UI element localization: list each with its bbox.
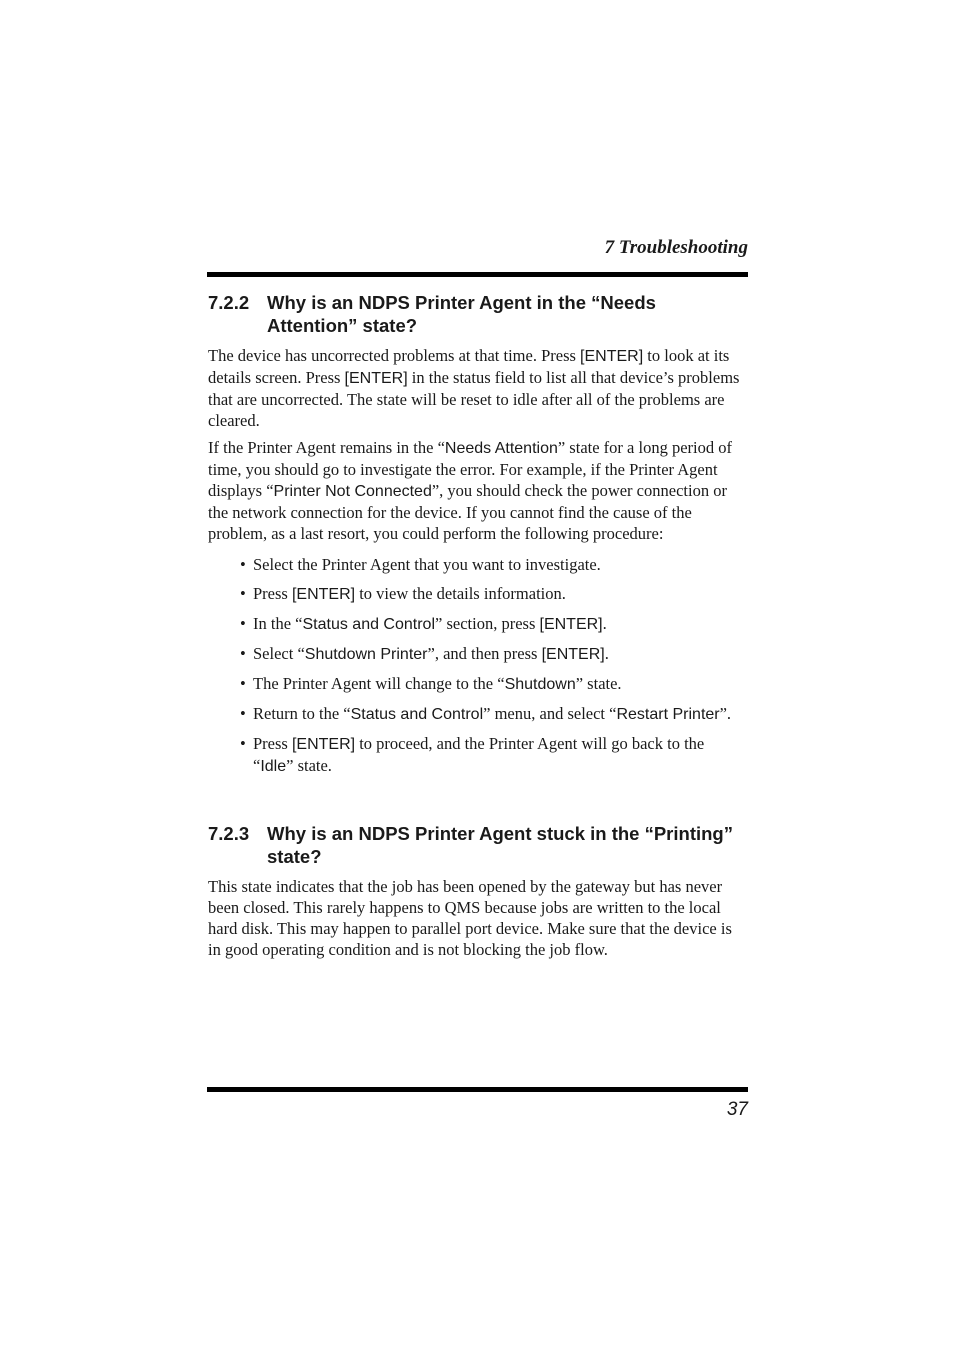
section-7-2-2 [208,291,748,785]
text-run: If the Printer Agent remains in the “ [208,438,445,457]
text-run: . [604,644,609,663]
key-label: [ENTER] [541,646,605,663]
ui-term: Restart Printer [616,706,720,723]
paragraph [208,437,748,544]
section-7-2-3 [208,822,748,966]
ui-term: Needs Attention [444,440,558,457]
header-rule [207,272,748,277]
text-run: in the status field to list all that device’s problems that are uncorrected. The state will be reset to idle after all of the problems are cleared. [208,368,740,430]
text-run: The Printer Agent will change to the “ [253,674,505,693]
text-run: to view the details information. [355,584,566,603]
ui-term: Shutdown [504,676,576,693]
page-number: 37 [726,1099,748,1120]
text-run: ” state. [286,756,332,775]
chapter-header: 7 Troubleshooting [604,237,748,258]
key-label: [ENTER] [344,370,408,387]
list-item [240,554,748,575]
text-run: ”, and then press [427,644,542,663]
list-item [240,643,748,665]
text-run: ”. [719,704,732,723]
ui-term: Shutdown Printer [304,646,428,663]
text-run: In the “ [253,614,303,633]
text-run: to look at its details screen. Press [208,346,730,387]
section-heading [208,291,748,337]
text-run: . [602,614,607,633]
text-run: ”, you should check the power connection or the network connection for the device. If you cannot find the cause of the problem, as a last resort, you could perform the following procedure: [208,481,727,543]
paragraph [208,345,748,431]
list-item [240,733,748,777]
section-title: Why is an NDPS Printer Agent stuck in the “Printing” state? [267,823,733,867]
text-run: ” state. [575,674,622,693]
text-run: Select the Printer Agent that you want to investigate. [253,555,601,574]
text-run: Return to the “ [253,704,351,723]
text-run: ” state for a long period of time, you should go to investigate the error. For example, if the Printer Agent displays “ [208,438,732,500]
footer-rule [207,1087,748,1092]
ui-term: Status and Control [350,706,484,723]
paragraph: This state indicates that the job has been opened by the gateway but has never been closed. This rarely happens to QMS because jobs are written to the local hard disk. This may happen to parallel port device. Make sure that the device is in good operating condition and is not blocking the job flow. [208,877,732,959]
key-label: [ENTER] [291,586,356,603]
list-item [240,703,748,725]
section-number: 7.2.2 [208,292,250,313]
key-label: [ENTER] [580,348,644,365]
ui-term: Status and Control [302,616,436,633]
text-run: ” menu, and select “ [483,704,617,723]
section-heading [208,822,748,868]
list-item [240,673,748,695]
section-number: 7.2.3 [208,823,250,844]
text-run: Press [253,734,292,753]
ui-term: Printer Not Connected [273,483,432,500]
key-label: [ENTER] [539,616,603,633]
text-run: The device has uncorrected problems at that time. Press [208,346,581,365]
text-run: Select “ [253,644,305,663]
text-run: Press [253,584,292,603]
section-title: Why is an NDPS Printer Agent in the “Needs Attention” state? [267,292,656,336]
procedure-list [208,554,748,777]
list-item [240,583,748,605]
text-run: ” section, press [435,614,540,633]
ui-term: Idle [260,758,287,775]
key-label: [ENTER] [291,736,356,753]
text-run: to proceed, and the Printer Agent will go back to the “ [253,734,705,775]
list-item [240,613,748,635]
